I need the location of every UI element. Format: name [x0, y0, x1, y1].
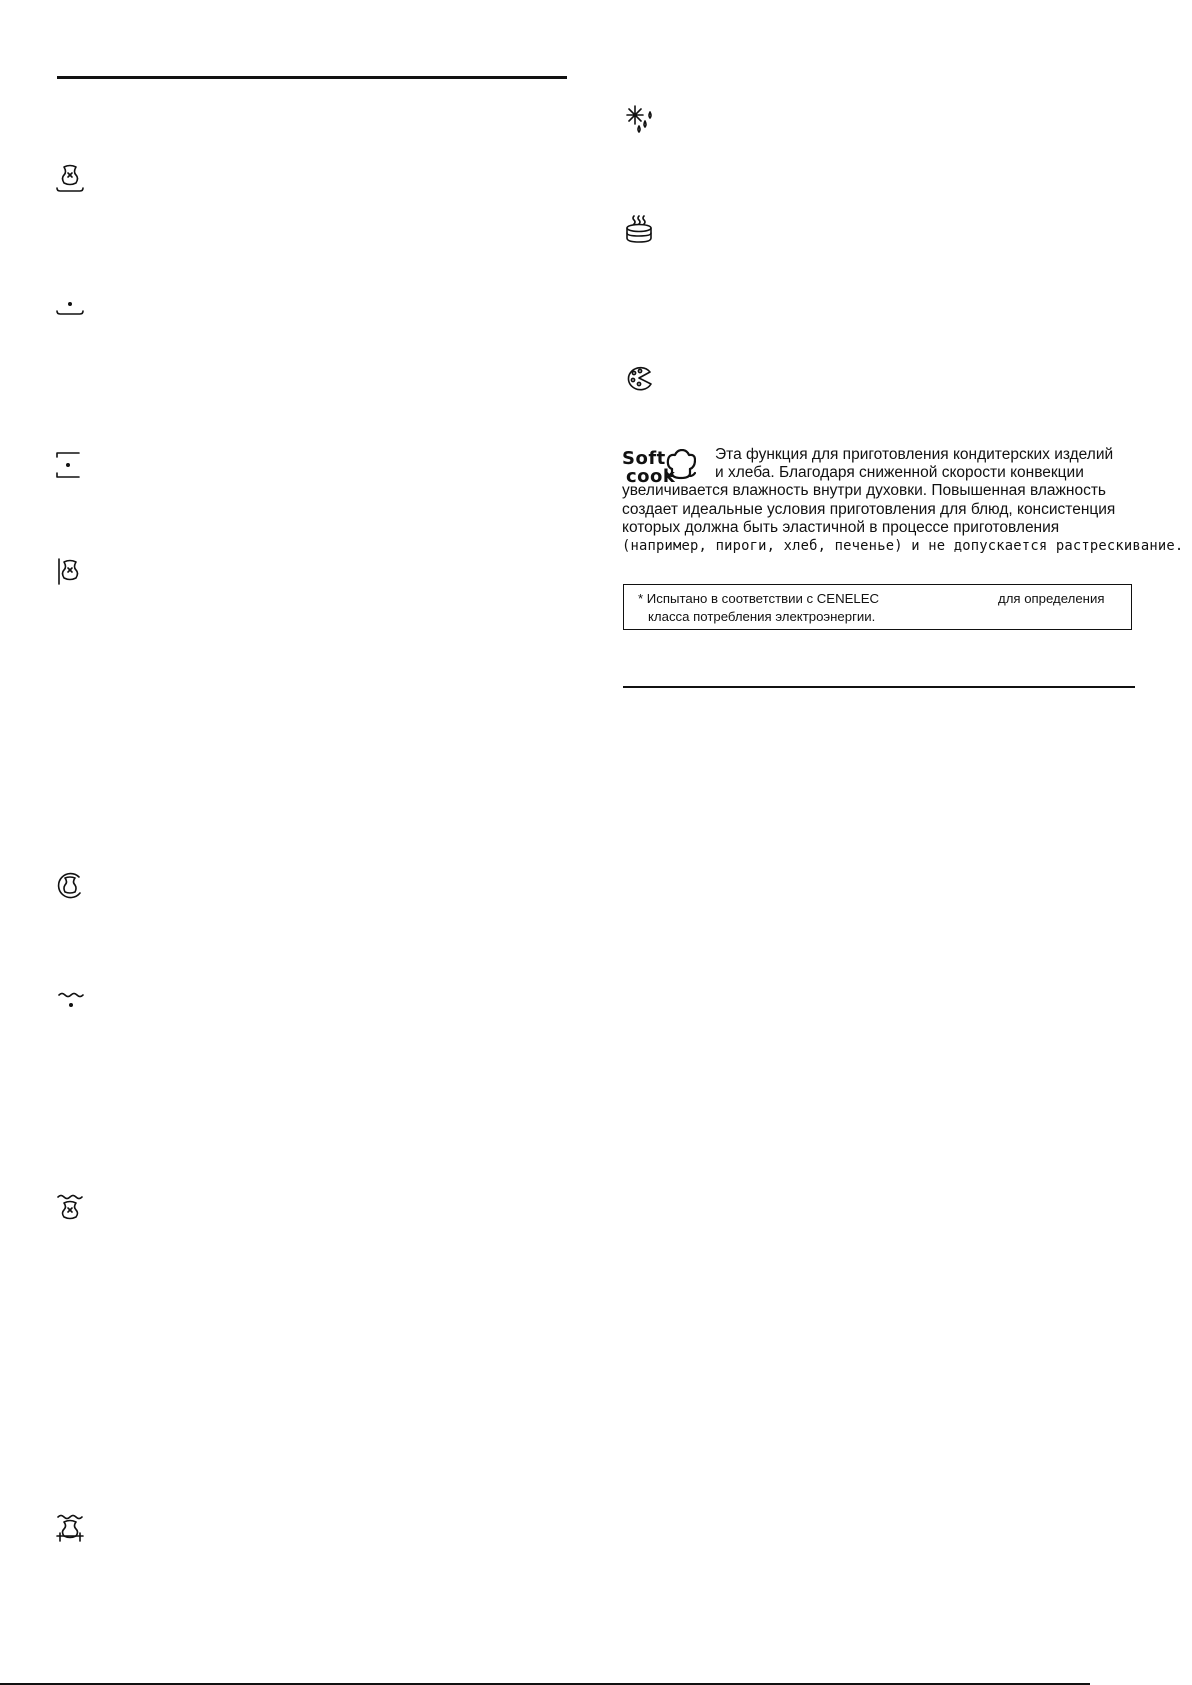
soft-cook-line-5: которых должна быть эластичной в процессе приготовления — [622, 518, 1060, 536]
grill-icon — [58, 991, 88, 1021]
plate-warming-icon — [625, 214, 655, 244]
fan-bottom-heat-icon — [55, 163, 85, 193]
fan-heat-icon — [55, 557, 85, 587]
soft-cook-logo-word-1: Soft — [622, 448, 666, 469]
pizza-icon — [625, 363, 655, 393]
top-rule-left — [57, 76, 567, 79]
grill-fan-icon — [57, 1193, 87, 1223]
soft-cook-line-2: и хлеба. Благодаря сниженной скорости конвекции — [715, 464, 1084, 482]
grill-fan-rotisserie-icon — [55, 1513, 85, 1543]
soft-cook-line-6 — [622, 537, 1184, 555]
soft-cook-line-4: создает идеальные условия приготовления для блюд, консистенция — [622, 500, 1116, 518]
note-line-1-right: для определения — [998, 591, 1105, 606]
soft-cook-logo-word-2: cook — [626, 466, 676, 487]
soft-cook-line-3: увеличивается влажность внутри духовки. Повышенная влажность — [622, 482, 1106, 500]
note-line-1-left: * Испытано в соответствии с CENELEC — [638, 591, 880, 606]
soft-cook-description — [622, 446, 1184, 555]
bottom-heat-icon — [55, 296, 85, 326]
soft-cook-examples: (например, пироги, хлеб, печенье) — [622, 538, 903, 555]
soft-cook-line-6-rest: и не допускается растрескивание. — [902, 538, 1184, 555]
circular-fan-icon — [55, 871, 85, 901]
section-rule-right — [623, 686, 1135, 688]
cenelec-note-box — [623, 584, 1132, 630]
soft-cook-line-1: Эта функция для приготовления кондитерских изделий — [715, 446, 1114, 463]
top-bottom-heat-icon — [55, 451, 85, 481]
note-line-2: класса потребления электроэнергии. — [648, 609, 876, 624]
defrost-icon — [625, 104, 655, 134]
